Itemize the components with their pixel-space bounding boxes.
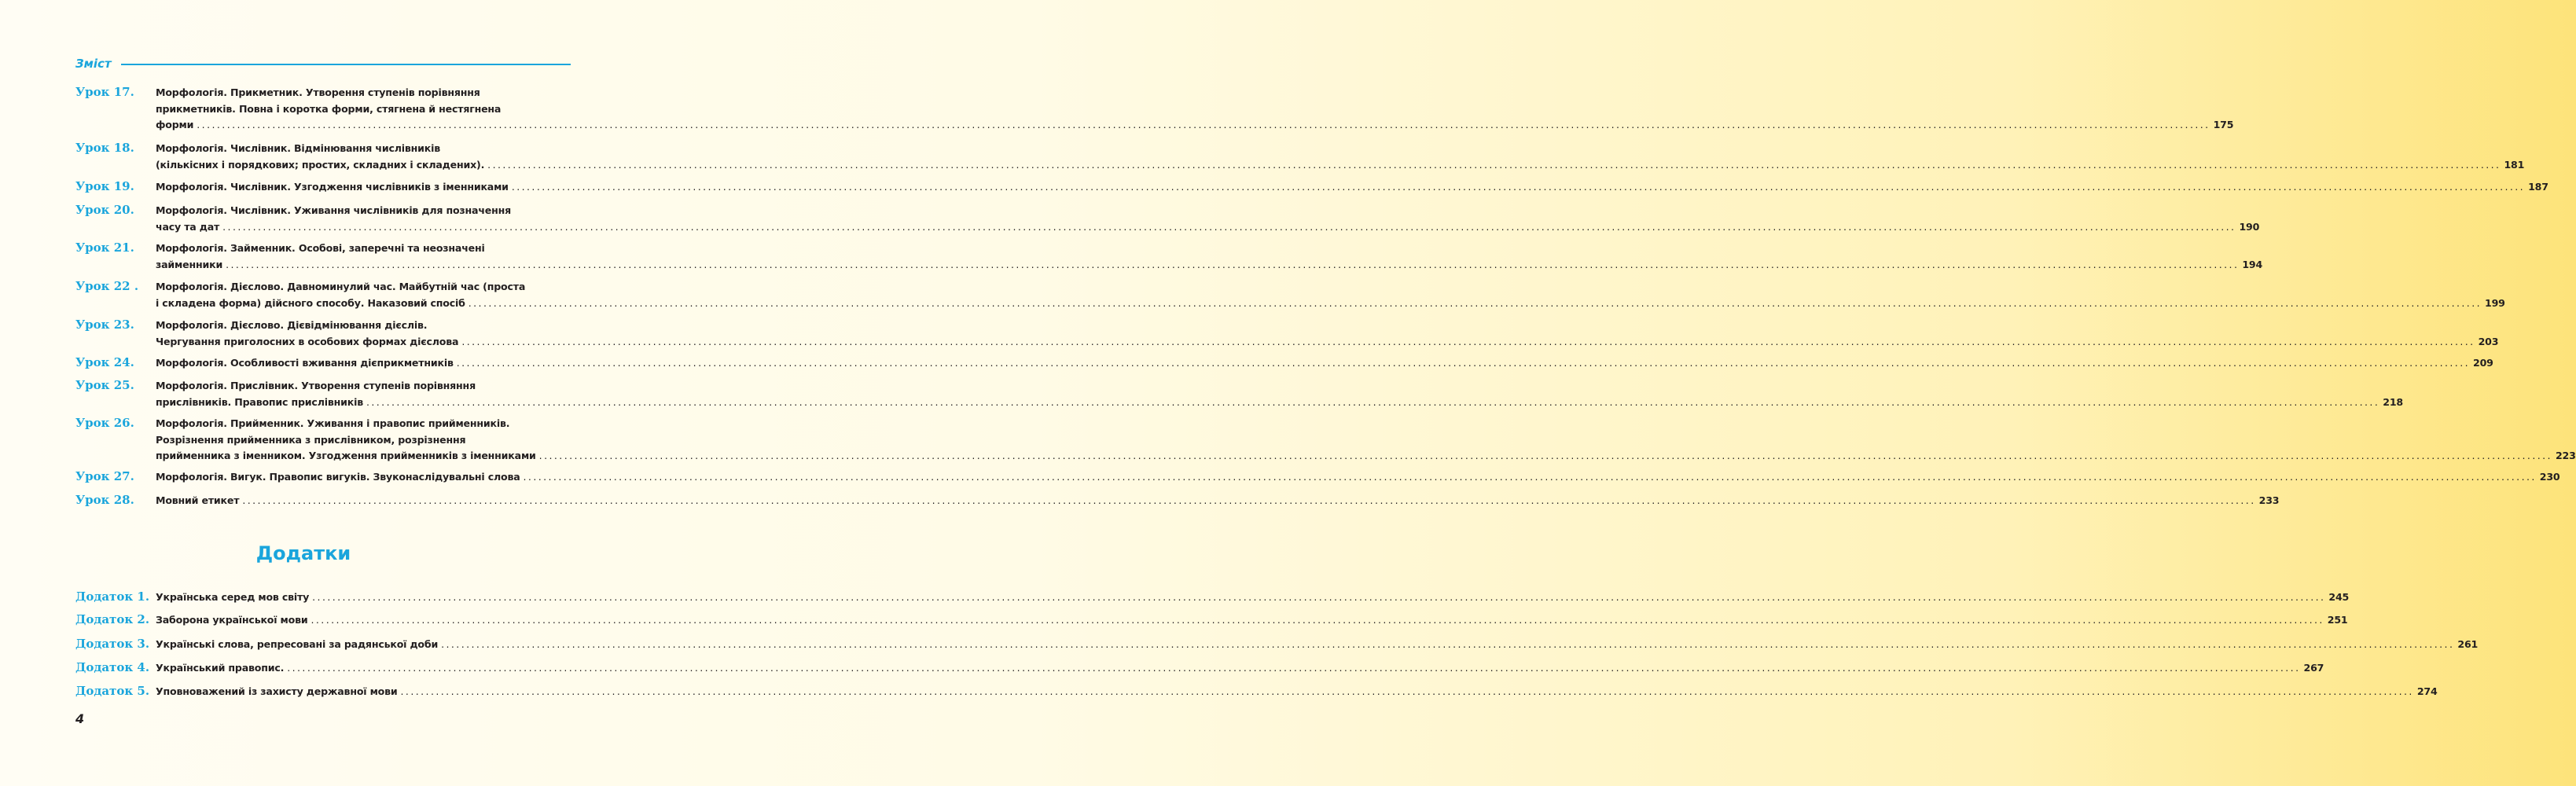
lesson-title-text: займенники: [156, 258, 223, 270]
lesson-title-line: Морфологія. Займенник. Особові, заперечні та неозначені: [156, 242, 485, 254]
lesson-title: [156, 378, 2403, 410]
lesson-number: Урок 21.: [75, 241, 134, 255]
lesson-title-last-line: [156, 257, 2263, 274]
lesson-title-line: Морфологія. Прийменник. Уживання і правопис прийменників.: [156, 417, 510, 429]
appendix-title: [156, 590, 2350, 606]
appendix-title-text: Українські слова, репресовані за радянської доби: [156, 638, 439, 650]
dot-leader: ................................................................................................................................................................................................................................................................................................................................................................................................................: [226, 258, 2240, 270]
lesson-number: Урок 27.: [75, 469, 134, 483]
lesson-title-last-line: [156, 493, 2280, 509]
appendix-number: Додаток 2.: [75, 612, 150, 626]
appendix-number: Додаток 5.: [75, 684, 150, 698]
lesson-title: [156, 241, 2263, 273]
dot-leader: ................................................................................................................................................................................................................................................................................................................................................................................................................: [538, 450, 2552, 461]
dot-leader: ................................................................................................................................................................................................................................................................................................................................................................................................................: [312, 591, 2326, 603]
lesson-page-number: 218: [2383, 395, 2403, 408]
appendix-title-last-line: [156, 590, 2350, 606]
lesson-title-text: Морфологія. Особливості вживання дієприкметників: [156, 357, 454, 369]
dot-leader: ................................................................................................................................................................................................................................................................................................................................................................................................................: [523, 471, 2537, 483]
lesson-title-line: Морфологія. Дієслово. Давноминулий час. Майбутній час (проста: [156, 281, 526, 292]
lesson-page-number: 223: [2555, 450, 2576, 461]
lesson-title-line: Морфологія. Прикметник. Утворення ступенів порівняння: [156, 86, 480, 98]
lesson-number: Урок 28.: [75, 493, 134, 507]
dot-leader: ................................................................................................................................................................................................................................................................................................................................................................................................................: [222, 220, 2236, 233]
lesson-number: Урок 23.: [75, 318, 134, 332]
lesson-title-last-line: [156, 296, 2505, 312]
lesson-number: Урок 24.: [75, 355, 134, 369]
appendix-title-text: Український правопис.: [156, 662, 285, 674]
lesson-title: [156, 493, 2280, 509]
lesson-title-text: Чергування приголосних в особових формах дієслова: [156, 335, 459, 347]
appendix-section-title: Додатки: [255, 542, 351, 564]
lesson-title-last-line: [156, 469, 2560, 486]
lesson-title-last-line: [156, 334, 2499, 351]
toc-header: [75, 57, 571, 72]
dot-leader: ................................................................................................................................................................................................................................................................................................................................................................................................................: [461, 335, 2475, 347]
lesson-title: [156, 469, 2560, 486]
lesson-title-text: часу та дат: [156, 220, 220, 233]
appendix-title-last-line: [156, 684, 2438, 700]
lesson-page-number: 230: [2539, 471, 2560, 483]
lesson-title-last-line: [156, 117, 2234, 134]
lesson-title: [156, 203, 2260, 235]
lesson-title: [156, 85, 2234, 134]
appendix-page-number: 267: [2303, 662, 2324, 674]
lesson-title-last-line: [156, 448, 2576, 465]
lesson-page-number: 203: [2478, 335, 2499, 347]
page-number: 4: [75, 711, 85, 726]
lesson-title-last-line: [156, 219, 2260, 236]
lesson-title: [156, 355, 2493, 372]
lesson-title: [156, 279, 2505, 311]
lesson-title-line: Морфологія. Дієслово. Дієвідмінювання дієслів.: [156, 319, 428, 331]
appendix-number: Додаток 3.: [75, 637, 150, 651]
lesson-page-number: 187: [2528, 181, 2548, 193]
dot-leader: ................................................................................................................................................................................................................................................................................................................................................................................................................: [287, 662, 2301, 674]
lesson-title-line: Морфологія. Прислівник. Утворення ступенів порівняння: [156, 380, 476, 391]
appendix-title-text: Заборона української мови: [156, 614, 308, 626]
dot-leader: ................................................................................................................................................................................................................................................................................................................................................................................................................: [400, 685, 2414, 697]
appendix-title-last-line: [156, 660, 2324, 677]
appendix-title-last-line: [156, 612, 2348, 629]
lesson-page-number: 181: [2504, 158, 2525, 171]
appendix-title-text: Уповноважений із захисту державної мови: [156, 685, 398, 697]
lesson-title-text: і складена форма) дійсного способу. Наказовий спосіб: [156, 296, 465, 309]
appendix-number: Додаток 4.: [75, 660, 150, 674]
lesson-title-last-line: [156, 395, 2403, 411]
lesson-page-number: 199: [2485, 296, 2505, 309]
lesson-title-last-line: [156, 179, 2548, 196]
lesson-page-number: 233: [2258, 494, 2280, 506]
header-rule: [121, 64, 571, 65]
appendix-page-number: 251: [2327, 614, 2348, 626]
lesson-title-line: прикметників. Повна і коротка форми, стягнена й нестягнена: [156, 102, 502, 115]
appendix-title: [156, 612, 2348, 629]
dot-leader: ................................................................................................................................................................................................................................................................................................................................................................................................................: [511, 181, 2526, 193]
lesson-page-number: 209: [2473, 357, 2493, 369]
dot-leader: ................................................................................................................................................................................................................................................................................................................................................................................................................: [197, 119, 2210, 130]
dot-leader: ................................................................................................................................................................................................................................................................................................................................................................................................................: [487, 158, 2501, 171]
appendix-title-last-line: [156, 637, 2479, 653]
lesson-title: [156, 318, 2499, 350]
lesson-title-line: Морфологія. Числівник. Уживання числівників для позначення: [156, 204, 512, 216]
lesson-title-text: форми: [156, 119, 194, 130]
lesson-title-text: прийменника з іменником. Узгодження прийменників з іменниками: [156, 450, 536, 461]
appendix-title: [156, 684, 2438, 700]
lesson-title-text: (кількісних і порядкових; простих, складних і складених).: [156, 158, 485, 171]
lesson-title: [156, 141, 2525, 173]
lesson-title-last-line: [156, 157, 2525, 174]
appendix-title-text: Українська серед мов світу: [156, 591, 310, 603]
lesson-number: Урок 25.: [75, 378, 134, 392]
appendix-title: [156, 637, 2479, 653]
toc-header-title: Зміст: [75, 57, 112, 71]
dot-leader: ................................................................................................................................................................................................................................................................................................................................................................................................................: [311, 614, 2324, 626]
appendix-page-number: 274: [2416, 685, 2438, 697]
lesson-page-number: 175: [2213, 119, 2234, 130]
lesson-number: Урок 26.: [75, 416, 134, 430]
dot-leader: ................................................................................................................................................................................................................................................................................................................................................................................................................: [456, 357, 2471, 369]
lesson-title-text: прислівників. Правопис прислівників: [156, 395, 363, 408]
lesson-title: [156, 179, 2548, 196]
dot-leader: ................................................................................................................................................................................................................................................................................................................................................................................................................: [441, 638, 2455, 650]
dot-leader: ................................................................................................................................................................................................................................................................................................................................................................................................................: [468, 296, 2482, 309]
lesson-title-last-line: [156, 355, 2493, 372]
lesson-title-text: Морфологія. Числівник. Узгодження числівників з іменниками: [156, 181, 509, 193]
lesson-number: Урок 20.: [75, 203, 134, 217]
dot-leader: ................................................................................................................................................................................................................................................................................................................................................................................................................: [242, 494, 2256, 506]
lesson-title-text: Мовний етикет: [156, 494, 240, 506]
appendix-number: Додаток 1.: [75, 590, 150, 604]
appendix-title: [156, 660, 2324, 677]
dot-leader: ................................................................................................................................................................................................................................................................................................................................................................................................................: [366, 395, 2380, 408]
appendix-page-number: 245: [2328, 591, 2350, 603]
lesson-page-number: 194: [2242, 258, 2263, 270]
lesson-title-text: Морфологія. Вигук. Правопис вигуків. Звуконаслідувальні слова: [156, 471, 520, 483]
lesson-title-line: Розрізнення прийменника з прислівником, розрізнення: [156, 433, 466, 446]
lesson-number: Урок 17.: [75, 85, 134, 99]
lesson-number: Урок 18.: [75, 141, 134, 155]
lesson-title-line: Морфологія. Числівник. Відмінювання числівників: [156, 142, 440, 154]
lesson-title: [156, 416, 2576, 465]
appendix-page-number: 261: [2457, 638, 2479, 650]
lesson-number: Урок 19.: [75, 179, 134, 193]
lesson-number: Урок 22 .: [75, 279, 139, 293]
lesson-page-number: 190: [2239, 220, 2260, 233]
